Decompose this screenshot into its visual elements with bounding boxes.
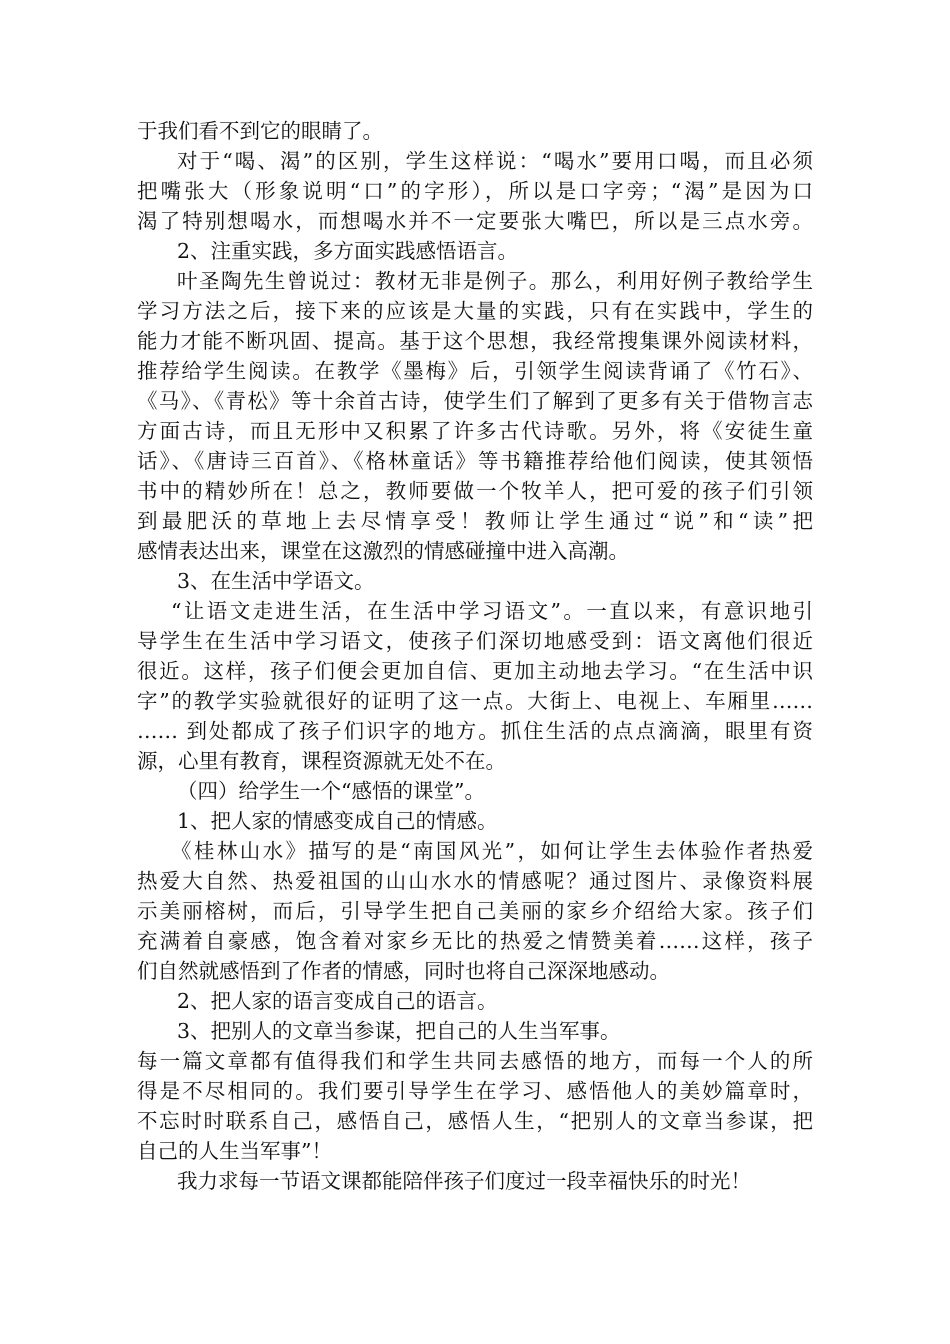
text-line: 推荐给学生阅读。在教学《墨梅》后，引领学生阅读背诵了《竹石》、 <box>137 359 813 383</box>
text-line: 不忘时时联系自己，感悟自己，感悟人生，“把别人的文章当参谋，把 <box>137 1109 813 1133</box>
text-line: 很近。这样，孩子们便会更加自信、更加主动地去学习。“在生活中识 <box>137 659 813 683</box>
text-line: 感情表达出来，课堂在这激烈的情感碰撞中进入高潮。 <box>137 539 629 563</box>
text-line: 到最肥沃的草地上去尽情享受！教师让学生通过“说”和“读”把 <box>137 509 813 533</box>
text-line: “让语文走进生活，在生活中学习语文”。一直以来，有意识地引 <box>171 599 813 623</box>
text-line: 自己的人生当军事”！ <box>137 1139 332 1163</box>
section-heading: （四）给学生一个“感悟的课堂”。 <box>177 779 485 803</box>
text-line: 源，心里有教育，课程资源就无处不在。 <box>137 749 506 773</box>
section-heading: 1、把人家的情感变成自己的情感。 <box>177 809 498 833</box>
text-line: 渴了特别想喝水，而想喝水并不一定要张大嘴巴，所以是三点水旁。 <box>137 209 813 233</box>
text-line: 充满着自豪感，饱含着对家乡无比的热爱之情赞美着……这样，孩子 <box>137 929 813 953</box>
text-line: 热爱大自然、热爱祖国的山山水水的情感呢？通过图片、录像资料展 <box>137 869 813 893</box>
text-line: …… 到处都成了孩子们识字的地方。抓住生活的点点滴滴，眼里有资 <box>137 719 813 743</box>
section-heading: 2、注重实践，多方面实践感悟语言。 <box>177 239 519 263</box>
text-line: 把嘴张大（形象说明“口”的字形），所以是口字旁；“渴”是因为口 <box>137 179 813 203</box>
document-body <box>137 116 813 1196</box>
text-line: 导学生在生活中学习语文，使孩子们深切地感受到：语文离他们很近 <box>137 629 813 653</box>
text-line: 对于“喝、渴”的区别，学生这样说：“喝水”要用口喝，而且必须 <box>177 149 813 173</box>
section-heading: 2、把人家的语言变成自己的语言。 <box>177 989 498 1013</box>
text-line: 们自然就感悟到了作者的情感，同时也将自己深深地感动。 <box>137 959 670 983</box>
section-heading: 3、把别人的文章当参谋，把自己的人生当军事。 <box>177 1019 621 1043</box>
text-line: 叶圣陶先生曾说过：教材无非是例子。那么，利用好例子教给学生 <box>177 269 813 293</box>
text-line: 字”的教学实验就很好的证明了这一点。大街上、电视上、车厢里…… <box>137 689 813 713</box>
text-line: 能力才能不断巩固、提高。基于这个思想，我经常搜集课外阅读材料， <box>137 329 813 353</box>
text-line: 得是不尽相同的。我们要引导学生在学习、感悟他人的美妙篇章时， <box>137 1079 813 1103</box>
text-line: 示美丽榕树，而后，引导学生把自己美丽的家乡介绍给大家。孩子们 <box>137 899 813 923</box>
text-line: 学习方法之后，接下来的应该是大量的实践，只有在实践中，学生的 <box>137 299 813 323</box>
section-heading: 3、在生活中学语文。 <box>177 569 375 593</box>
text-line: 《马》、《青松》等十余首古诗，使学生们了解到了更多有关于借物言志 <box>137 389 813 413</box>
text-line: 我力求每一节语文课都能陪伴孩子们度过一段幸福快乐的时光！ <box>177 1169 751 1193</box>
text-line: 每一篇文章都有值得我们和学生共同去感悟的地方，而每一个人的所 <box>137 1049 813 1073</box>
text-line: 方面古诗，而且无形中又积累了许多古代诗歌。另外，将《安徒生童 <box>137 419 813 443</box>
text-line: 话》、《唐诗三百首》、《格林童话》等书籍推荐给他们阅读，使其领悟 <box>137 449 813 473</box>
text-line: 《桂林山水》描写的是“南国风光”，如何让学生去体验作者热爱 <box>171 839 813 863</box>
text-line: 书中的精妙所在！总之，教师要做一个牧羊人，把可爱的孩子们引领 <box>137 479 813 503</box>
text-line: 于我们看不到它的眼睛了。 <box>137 119 383 143</box>
